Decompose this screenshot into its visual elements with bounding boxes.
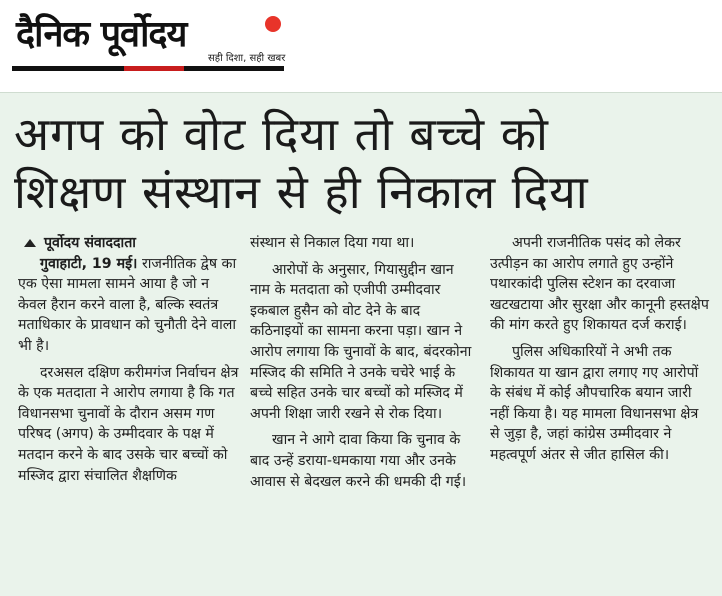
paragraph: दरअसल दक्षिण करीमगंज निर्वाचन क्षेत्र के एक मतदाता ने आरोप लगाया है कि गत विधानसभा चुनावों के दौरान असम गण परिषद (अगप) के उम्मीदवार के पक्ष में मतदान करने के बाद उसके चार बच्चों को मस्जिद द्वारा संचालित शैक्षणिक <box>18 364 239 484</box>
article-column-3 <box>490 233 712 466</box>
paragraph: पुलिस अधिकारियों ने अभी तक शिकायत या खान द्वारा लगाए गए आरोपों के संबंध में कोई औपचारिक बयान जारी नहीं किया है। यह मामला विधानसभा क्षेत्र से जुड़ा है, जहां कांग्रेस उम्मीदवार ने महत्वपूर्ण अंतर से जीत हासिल की। <box>490 343 699 463</box>
masthead <box>0 0 722 88</box>
logo-red-strip <box>124 66 184 71</box>
byline <box>18 233 240 254</box>
article-column-1 <box>18 233 240 486</box>
newspaper-logo <box>12 6 284 76</box>
logo-text: दैनिक पूर्वोदय <box>16 14 187 55</box>
paragraph: संस्थान से निकाल दिया गया था। <box>250 235 415 251</box>
triangle-icon <box>24 239 36 247</box>
byline-text: पूर्वोदय संवाददाता <box>44 235 136 251</box>
news-clipping <box>0 92 722 596</box>
headline-line-1: अगप को वोट दिया तो बच्चे को <box>14 107 549 161</box>
paragraph: खान ने आगे दावा किया कि चुनाव के बाद उन्हें डराया-धमकाया गया और उनके आवास से बेदखल करने की धमकी दी गई। <box>250 432 467 490</box>
paragraph-text: राजनीतिक द्वेष का एक ऐसा मामला सामने आया है जो न केवल हैरान करने वाला है, बल्कि स्वतंत्र मताधिकार के प्रावधान को चुनौती देने वाला भी है। <box>18 255 237 354</box>
sun-icon <box>265 16 281 32</box>
article-column-2 <box>250 233 476 492</box>
dateline: गुवाहाटी, 19 मई। <box>40 255 138 272</box>
headline-line-2: शिक्षण संस्थान से ही निकाल दिया <box>14 165 589 219</box>
paragraph: आरोपों के अनुसार, गियासुद्दीन खान नाम के मतदाता को एजीपी उम्मीदवार इकबाल हुसैन को वोट देने के बाद कठिनाइयों का सामना करना पड़ा। खान ने आरोप लगाया कि चुनावों के बाद, बंदरकोना मस्जिद की समिति ने उनके चचेरे भाई के बच्चे सहित उनके चार बच्चों को मस्जिद में अपनी शिक्षा जारी रखने से रोक दिया। <box>250 261 472 422</box>
paragraph <box>18 254 240 357</box>
paragraph: अपनी राजनीतिक पसंद को लेकर उत्पीड़न का आरोप लगाते हुए उन्होंने पथारकांदी पुलिस स्टेशन का दरवाजा खटखटाया और सुरक्षा और कानूनी हस्तक्षेप की मांग करते हुए शिकायत दर्ज कराई। <box>490 235 709 334</box>
logo-tagline: सही दिशा, सही खबर <box>208 53 286 64</box>
